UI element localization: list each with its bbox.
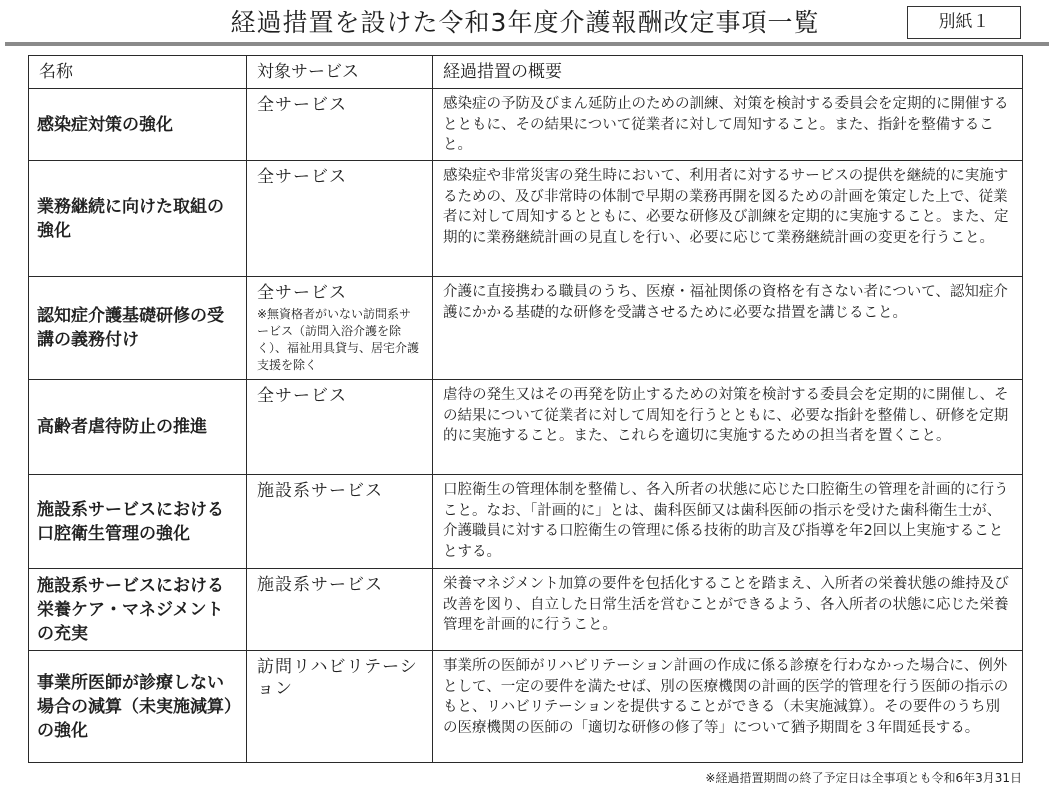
row-service-cell [247, 380, 433, 475]
row-description-cell: 感染症の予防及びまん延防止のための訓練、対策を検討する委員会を定期的に開催するとともに、その結果について従業者に対して周知すること。また、指針を整備すること。 [433, 89, 1023, 161]
row-description-cell: 口腔衛生の管理体制を整備し、各入所者の状態に応じた口腔衛生の管理を計画的に行うこと。なお、「計画的に」とは、歯科医師又は歯科医師の指示を受けた歯科衛生士が、介護職員に対する口腔衛生の管理に係る技術的助言及び指導を年2回以上実施することとする。 [433, 475, 1023, 569]
row-service-cell [247, 89, 433, 161]
attachment-badge: 別紙１ [907, 6, 1021, 39]
table-header-row [29, 56, 1023, 89]
table-row [29, 475, 1023, 569]
column-header-name: 名称 [29, 56, 247, 89]
row-service-cell [247, 569, 433, 651]
table-row [29, 277, 1023, 380]
row-name-cell: 施設系サービスにおける口腔衛生管理の強化 [29, 475, 247, 569]
service-label: 施設系サービス [257, 575, 383, 595]
row-service-cell [247, 277, 433, 380]
row-name-cell: 認知症介護基礎研修の受講の義務付け [29, 277, 247, 380]
service-label: 訪問リハビリテーション [257, 657, 418, 699]
service-label: 全サービス [257, 95, 347, 115]
service-label: 全サービス [257, 283, 347, 303]
row-name-cell: 高齢者虐待防止の推進 [29, 380, 247, 475]
table-row [29, 569, 1023, 651]
row-name-cell: 感染症対策の強化 [29, 89, 247, 161]
measures-table [28, 55, 1023, 763]
page-title: 経過措置を設けた令和3年度介護報酬改定事項一覧 [230, 8, 820, 37]
row-service-cell [247, 651, 433, 763]
column-header-service: 対象サービス [247, 56, 433, 89]
row-service-cell [247, 161, 433, 277]
row-description-cell: 虐待の発生又はその再発を防止するための対策を検討する委員会を定期的に開催し、その結果について従業者に対して周知を行うとともに、必要な指針を整備し、研修を定期的に実施すること。また、これらを適切に実施するための担当者を置くこと。 [433, 380, 1023, 475]
table-row [29, 651, 1023, 763]
footnote: ※経過措置期間の終了予定日は全事項とも令和6年3月31日 [705, 771, 1022, 785]
table-row [29, 89, 1023, 161]
row-name-cell: 施設系サービスにおける栄養ケア・マネジメントの充実 [29, 569, 247, 651]
column-header-summary: 経過措置の概要 [433, 56, 1023, 89]
row-description-cell: 栄養マネジメント加算の要件を包括化することを踏まえ、入所者の栄養状態の維持及び改善を図り、自立した日常生活を営むことができるよう、各入所者の状態に応じた栄養管理を計画的に行うこと。 [433, 569, 1023, 651]
service-label: 施設系サービス [257, 481, 383, 501]
service-label: 全サービス [257, 386, 347, 406]
row-service-cell [247, 475, 433, 569]
title-divider [5, 42, 1049, 46]
row-description-cell: 感染症や非常災害の発生時において、利用者に対するサービスの提供を継続的に実施するための、及び非常時の体制で早期の業務再開を図るための計画を策定した上で、従業者に対して周知するとともに、必要な研修及び訓練を定期的に実施すること。また、定期的に業務継続計画の見直しを行い、必要に応じて業務継続計画の変更を行うこと。 [433, 161, 1023, 277]
row-name-cell: 業務継続に向けた取組の強化 [29, 161, 247, 277]
row-description-cell: 介護に直接携わる職員のうち、医療・福祉関係の資格を有さない者について、認知症介護にかかる基礎的な研修を受講させるために必要な措置を講じること。 [433, 277, 1023, 380]
row-name-cell: 事業所医師が診療しない場合の減算（未実施減算）の強化 [29, 651, 247, 763]
service-exception-note: ※無資格者がいない訪問系サービス（訪問入浴介護を除く）、福祉用具貸与、居宅介護支援を除く [257, 307, 420, 372]
table-row [29, 161, 1023, 277]
table-row [29, 380, 1023, 475]
service-label: 全サービス [257, 167, 347, 187]
row-description-cell: 事業所の医師がリハビリテーション計画の作成に係る診療を行わなかった場合に、例外として、一定の要件を満たせば、別の医療機関の計画的医学的管理を行う医師の指示のもと、リハビリテーションを提供することができる（未実施減算）。その要件のうち別の医療機関の医師の「適切な研修の修了等」について猶予期間を３年間延長する。 [433, 651, 1023, 763]
